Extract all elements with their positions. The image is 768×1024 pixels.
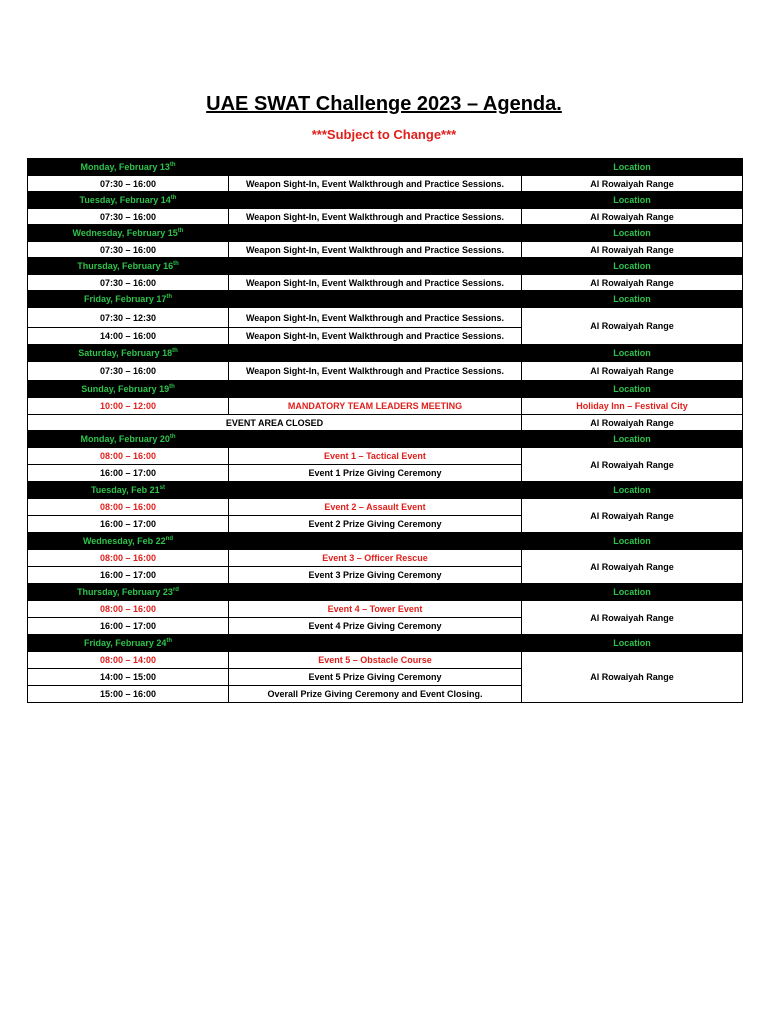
time-cell: 07:30 – 12:30 (28, 308, 229, 328)
activity-cell: Event 1 Prize Giving Ceremony (229, 465, 522, 482)
location-header: Location (522, 159, 743, 176)
location-cell: Al Rowaiyah Range (522, 275, 743, 291)
day-header-row (28, 258, 743, 275)
activity-cell: Weapon Sight-In, Event Walkthrough and Practice Sessions. (229, 362, 522, 381)
day-header-row (28, 159, 743, 176)
day-label (28, 159, 229, 176)
header-blank-cell (229, 482, 522, 499)
day-name: Friday, February 17 (83, 294, 167, 304)
day-name: Tuesday, February 14 (79, 195, 171, 205)
agenda-row (28, 308, 743, 328)
activity-cell: Weapon Sight-In, Event Walkthrough and Practice Sessions. (229, 176, 522, 192)
location-header: Location (522, 584, 743, 601)
header-blank-cell (229, 533, 522, 550)
day-ordinal-suffix: th (169, 384, 175, 390)
day-ordinal-suffix: th (169, 162, 176, 168)
location-cell: Al Rowaiyah Range (522, 176, 743, 192)
agenda-row (28, 652, 743, 669)
day-label (28, 192, 229, 209)
time-cell: 08:00 – 16:00 (28, 448, 229, 465)
time-cell: 10:00 – 12:00 (28, 398, 229, 415)
time-cell: 08:00 – 14:00 (28, 652, 229, 669)
time-cell: 15:00 – 16:00 (28, 686, 229, 703)
time-cell: 08:00 – 16:00 (28, 601, 229, 618)
day-name: Wednesday, Feb 22 (82, 536, 166, 546)
time-cell: 16:00 – 17:00 (28, 567, 229, 584)
activity-cell: Event 5 – Obstacle Course (229, 652, 522, 669)
location-header: Location (522, 291, 743, 308)
activity-cell: MANDATORY TEAM LEADERS MEETING (229, 398, 522, 415)
location-cell: Al Rowaiyah Range (522, 550, 743, 584)
day-name: Thursday, February 23 (77, 587, 173, 597)
day-name: Monday, February 13 (80, 162, 170, 172)
header-blank-cell (229, 192, 522, 209)
day-name: Tuesday, Feb 21 (90, 485, 160, 495)
event-area-closed-label: EVENT AREA CLOSED (28, 415, 522, 431)
agenda-row (28, 242, 743, 258)
location-cell: Al Rowaiyah Range (522, 652, 743, 703)
activity-cell: Event 3 Prize Giving Ceremony (229, 567, 522, 584)
day-header-row (28, 635, 743, 652)
activity-cell: Weapon Sight-In, Event Walkthrough and Practice Sessions. (229, 275, 522, 291)
day-name: Saturday, February 18 (78, 348, 173, 358)
header-blank-cell (229, 225, 522, 242)
day-label (28, 258, 229, 275)
time-cell: 07:30 – 16:00 (28, 275, 229, 291)
location-header: Location (522, 431, 743, 448)
location-cell: Al Rowaiyah Range (522, 242, 743, 258)
agenda-row (28, 275, 743, 291)
time-cell: 16:00 – 17:00 (28, 465, 229, 482)
header-blank-cell (229, 159, 522, 176)
location-header: Location (522, 381, 743, 398)
location-header: Location (522, 225, 743, 242)
agenda-table (27, 158, 743, 703)
activity-cell: Weapon Sight-In, Event Walkthrough and Practice Sessions. (229, 242, 522, 258)
agenda-row (28, 209, 743, 225)
day-ordinal-suffix: th (166, 294, 173, 300)
time-cell: 08:00 – 16:00 (28, 550, 229, 567)
day-header-row (28, 291, 743, 308)
day-header-row (28, 431, 743, 448)
time-cell: 07:30 – 16:00 (28, 242, 229, 258)
day-label (28, 345, 229, 362)
location-cell: Al Rowaiyah Range (522, 362, 743, 381)
agenda-row (28, 550, 743, 567)
time-cell: 16:00 – 17:00 (28, 618, 229, 635)
location-cell: Al Rowaiyah Range (522, 448, 743, 482)
activity-cell: Event 5 Prize Giving Ceremony (229, 669, 522, 686)
location-cell: Holiday Inn – Festival City (522, 398, 743, 415)
activity-cell: Overall Prize Giving Ceremony and Event Closing. (229, 686, 522, 703)
location-cell: Al Rowaiyah Range (522, 209, 743, 225)
time-cell: 08:00 – 16:00 (28, 499, 229, 516)
activity-cell: Event 4 – Tower Event (229, 601, 522, 618)
day-header-row (28, 482, 743, 499)
day-ordinal-suffix: th (166, 638, 173, 644)
agenda-row (28, 176, 743, 192)
time-cell: 07:30 – 16:00 (28, 209, 229, 225)
day-ordinal-suffix: th (173, 261, 179, 267)
day-name: Thursday, February 16 (77, 261, 174, 271)
activity-cell: Event 1 – Tactical Event (229, 448, 522, 465)
agenda-row (28, 499, 743, 516)
time-cell: 07:30 – 16:00 (28, 176, 229, 192)
header-blank-cell (229, 291, 522, 308)
day-ordinal-suffix: th (169, 434, 176, 440)
location-cell: Al Rowaiyah Range (522, 499, 743, 533)
day-label (28, 291, 229, 308)
time-cell: 14:00 – 16:00 (28, 328, 229, 345)
day-label (28, 482, 229, 499)
header-blank-cell (229, 584, 522, 601)
day-header-row (28, 381, 743, 398)
day-name: Monday, February 20 (80, 434, 170, 444)
location-header: Location (522, 192, 743, 209)
day-ordinal-suffix: rd (172, 587, 179, 593)
header-blank-cell (229, 635, 522, 652)
header-blank-cell (229, 345, 522, 362)
day-label (28, 635, 229, 652)
day-header-row (28, 345, 743, 362)
subtitle-notice: ***Subject to Change*** (311, 127, 457, 142)
header-blank-cell (229, 258, 522, 275)
day-name: Sunday, February 19 (81, 384, 170, 394)
day-ordinal-suffix: nd (165, 536, 174, 542)
time-cell: 16:00 – 17:00 (28, 516, 229, 533)
location-header: Location (522, 482, 743, 499)
document-title: UAE SWAT Challenge 2023 – Agenda. (206, 93, 562, 115)
location-cell: Al Rowaiyah Range (522, 308, 743, 345)
day-label (28, 584, 229, 601)
location-header: Location (522, 533, 743, 550)
day-header-row (28, 533, 743, 550)
location-header: Location (522, 258, 743, 275)
location-header: Location (522, 345, 743, 362)
time-cell: 14:00 – 15:00 (28, 669, 229, 686)
day-header-row (28, 225, 743, 242)
activity-cell: Event 4 Prize Giving Ceremony (229, 618, 522, 635)
activity-cell: Event 2 Prize Giving Ceremony (229, 516, 522, 533)
day-ordinal-suffix: th (177, 228, 184, 234)
event-area-closed-row (28, 415, 743, 431)
activity-cell: Event 3 – Officer Rescue (229, 550, 522, 567)
location-header: Location (522, 635, 743, 652)
day-name: Wednesday, February 15 (72, 228, 178, 238)
agenda-row (28, 601, 743, 618)
activity-cell: Weapon Sight-In, Event Walkthrough and Practice Sessions. (229, 328, 522, 345)
location-cell: Al Rowaiyah Range (522, 415, 743, 431)
activity-cell: Weapon Sight-In, Event Walkthrough and Practice Sessions. (229, 308, 522, 328)
agenda-row (28, 398, 743, 415)
day-header-row (28, 192, 743, 209)
day-header-row (28, 584, 743, 601)
activity-cell: Weapon Sight-In, Event Walkthrough and Practice Sessions. (229, 209, 522, 225)
agenda-row (28, 448, 743, 465)
day-label (28, 533, 229, 550)
header-blank-cell (229, 431, 522, 448)
day-label (28, 225, 229, 242)
activity-cell: Event 2 – Assault Event (229, 499, 522, 516)
day-label (28, 381, 229, 398)
day-ordinal-suffix: th (170, 195, 177, 201)
agenda-row (28, 362, 743, 381)
day-label (28, 431, 229, 448)
time-cell: 07:30 – 16:00 (28, 362, 229, 381)
day-ordinal-suffix: st (159, 485, 166, 491)
day-ordinal-suffix: th (172, 348, 178, 354)
location-cell: Al Rowaiyah Range (522, 601, 743, 635)
header-blank-cell (229, 381, 522, 398)
day-name: Friday, February 24 (83, 638, 167, 648)
